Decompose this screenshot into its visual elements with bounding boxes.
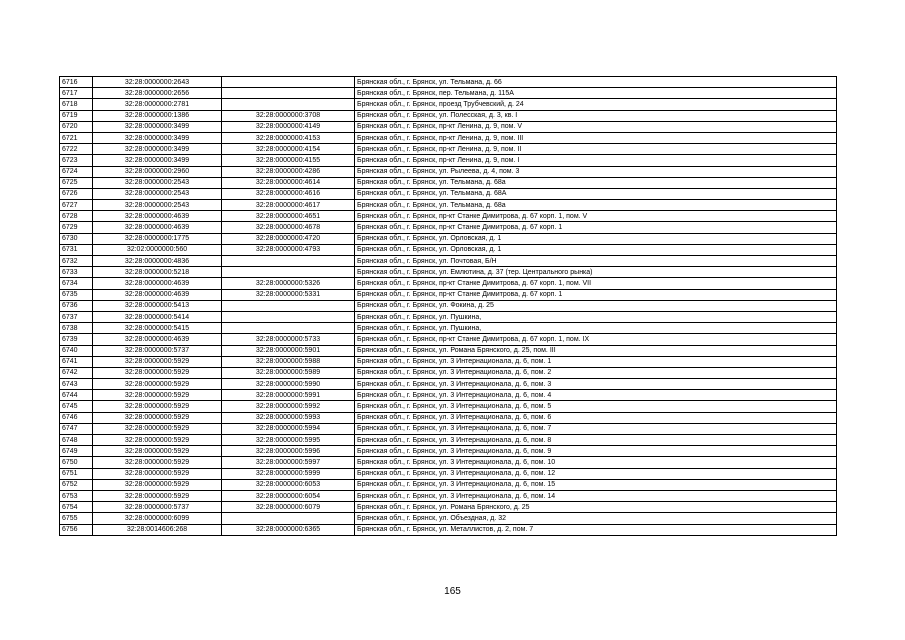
table-row	[60, 334, 837, 345]
row-number-cell: 6743	[60, 379, 93, 390]
row-number-cell: 6721	[60, 132, 93, 143]
premises-cadastral-number-cell: 32:28:0000000:5996	[222, 446, 355, 457]
premises-cadastral-number-cell: 32:28:0000000:5999	[222, 468, 355, 479]
cadastral-number-cell: 32:28:0000000:5737	[93, 345, 222, 356]
table-row	[60, 479, 837, 490]
premises-cadastral-number-cell	[222, 300, 355, 311]
premises-cadastral-number-cell: 32:28:0000000:4286	[222, 166, 355, 177]
address-cell: Брянская обл., г. Брянск, пр-кт Станке Димитрова, д. 67 корп. 1	[355, 289, 837, 300]
cadastral-number-cell: 32:28:0000000:5929	[93, 412, 222, 423]
address-cell: Брянская обл., г. Брянск, пр-кт Станке Димитрова, д. 67 корп. 1	[355, 222, 837, 233]
table-row	[60, 356, 837, 367]
address-cell: Брянская обл., г. Брянск, ул. Тельмана, д. 68а	[355, 200, 837, 211]
premises-cadastral-number-cell: 32:28:0000000:5901	[222, 345, 355, 356]
address-cell: Брянская обл., г. Брянск, ул. 3 Интернационала, д. 6, пом. 8	[355, 435, 837, 446]
row-number-cell: 6736	[60, 300, 93, 311]
premises-cadastral-number-cell: 32:28:0000000:5992	[222, 401, 355, 412]
address-cell: Брянская обл., г. Брянск, ул. Романа Брянского, д. 25, пом. III	[355, 345, 837, 356]
cadastral-number-cell: 32:28:0000000:4639	[93, 334, 222, 345]
cadastral-number-cell: 32:28:0000000:5929	[93, 468, 222, 479]
table-row	[60, 267, 837, 278]
table-row	[60, 390, 837, 401]
cadastral-number-cell: 32:02:0000000:560	[93, 244, 222, 255]
table-row	[60, 88, 837, 99]
address-cell: Брянская обл., г. Брянск, ул. 3 Интернационала, д. 6, пом. 12	[355, 468, 837, 479]
cadastral-number-cell: 32:28:0000000:2781	[93, 99, 222, 110]
premises-cadastral-number-cell	[222, 267, 355, 278]
premises-cadastral-number-cell: 32:28:0000000:4651	[222, 211, 355, 222]
address-cell: Брянская обл., г. Брянск, ул. Тельмана, д. 68а	[355, 177, 837, 188]
address-cell: Брянская обл., г. Брянск, пер. Тельмана, д. 115А	[355, 88, 837, 99]
address-cell: Брянская обл., г. Брянск, ул. Орловская, д. 1	[355, 244, 837, 255]
premises-cadastral-number-cell: 32:28:0000000:4155	[222, 155, 355, 166]
address-cell: Брянская обл., г. Брянск, ул. 3 Интернационала, д. 6, пом. 7	[355, 423, 837, 434]
cadastral-number-cell: 32:28:0000000:3499	[93, 132, 222, 143]
row-number-cell: 6718	[60, 99, 93, 110]
table-row	[60, 256, 837, 267]
address-cell: Брянская обл., г. Брянск, ул. Орловская, д. 1	[355, 233, 837, 244]
cadastral-number-cell: 32:28:0000000:1775	[93, 233, 222, 244]
row-number-cell: 6741	[60, 356, 93, 367]
premises-cadastral-number-cell: 32:28:0000000:4617	[222, 200, 355, 211]
address-cell: Брянская обл., г. Брянск, пр-кт Станке Димитрова, д. 67 корп. 1, пом. IX	[355, 334, 837, 345]
cadastral-number-cell: 32:28:0000000:3499	[93, 121, 222, 132]
table-row	[60, 188, 837, 199]
address-cell: Брянская обл., г. Брянск, ул. Металлистов, д. 2, пом. 7	[355, 524, 837, 535]
row-number-cell: 6745	[60, 401, 93, 412]
table-row	[60, 468, 837, 479]
premises-cadastral-number-cell: 32:28:0000000:6365	[222, 524, 355, 535]
premises-cadastral-number-cell: 32:28:0000000:4153	[222, 132, 355, 143]
premises-cadastral-number-cell: 32:28:0000000:4154	[222, 144, 355, 155]
row-number-cell: 6723	[60, 155, 93, 166]
table-row	[60, 502, 837, 513]
premises-cadastral-number-cell	[222, 256, 355, 267]
table-row	[60, 177, 837, 188]
table-row	[60, 144, 837, 155]
cadastral-number-cell: 32:28:0000000:5929	[93, 479, 222, 490]
address-cell: Брянская обл., г. Брянск, ул. 3 Интернационала, д. 6, пом. 9	[355, 446, 837, 457]
cadastral-number-cell: 32:28:0000000:5218	[93, 267, 222, 278]
row-number-cell: 6720	[60, 121, 93, 132]
premises-cadastral-number-cell: 32:28:0000000:5733	[222, 334, 355, 345]
row-number-cell: 6716	[60, 77, 93, 88]
row-number-cell: 6739	[60, 334, 93, 345]
premises-cadastral-number-cell: 32:28:0000000:4793	[222, 244, 355, 255]
page-number: 165	[444, 586, 461, 597]
address-cell: Брянская обл., г. Брянск, ул. Почтовая, Б/Н	[355, 256, 837, 267]
cadastral-number-cell: 32:28:0000000:5929	[93, 457, 222, 468]
cadastral-number-cell: 32:28:0000000:5929	[93, 423, 222, 434]
row-number-cell: 6735	[60, 289, 93, 300]
row-number-cell: 6730	[60, 233, 93, 244]
row-number-cell: 6737	[60, 311, 93, 322]
row-number-cell: 6729	[60, 222, 93, 233]
address-cell: Брянская обл., г. Брянск, ул. Рылеева, д. 4, пом. 3	[355, 166, 837, 177]
address-cell: Брянская обл., г. Брянск, ул. 3 Интернационала, д. 6, пом. 1	[355, 356, 837, 367]
table-row	[60, 490, 837, 501]
premises-cadastral-number-cell: 32:28:0000000:5989	[222, 367, 355, 378]
row-number-cell: 6750	[60, 457, 93, 468]
row-number-cell: 6756	[60, 524, 93, 535]
premises-cadastral-number-cell: 32:28:0000000:5990	[222, 379, 355, 390]
cadastral-number-cell: 32:28:0000000:5929	[93, 401, 222, 412]
property-registry-table	[59, 76, 837, 536]
row-number-cell: 6733	[60, 267, 93, 278]
cadastral-number-cell: 32:28:0000000:5415	[93, 323, 222, 334]
cadastral-number-cell: 32:28:0000000:5414	[93, 311, 222, 322]
row-number-cell: 6717	[60, 88, 93, 99]
row-number-cell: 6749	[60, 446, 93, 457]
table-row	[60, 412, 837, 423]
premises-cadastral-number-cell: 32:28:0000000:4616	[222, 188, 355, 199]
premises-cadastral-number-cell	[222, 88, 355, 99]
address-cell: Брянская обл., г. Брянск, ул. 3 Интернационала, д. 6, пом. 10	[355, 457, 837, 468]
premises-cadastral-number-cell: 32:28:0000000:5997	[222, 457, 355, 468]
table-row	[60, 345, 837, 356]
address-cell: Брянская обл., г. Брянск, пр-кт Станке Димитрова, д. 67 корп. 1, пом. V	[355, 211, 837, 222]
address-cell: Брянская обл., г. Брянск, проезд Трубчевский, д. 24	[355, 99, 837, 110]
row-number-cell: 6747	[60, 423, 93, 434]
address-cell: Брянская обл., г. Брянск, ул. Объездная, д. 32	[355, 513, 837, 524]
table-row	[60, 311, 837, 322]
premises-cadastral-number-cell	[222, 513, 355, 524]
cadastral-number-cell: 32:28:0000000:5929	[93, 367, 222, 378]
cadastral-number-cell: 32:28:0000000:2543	[93, 188, 222, 199]
row-number-cell: 6752	[60, 479, 93, 490]
table-row	[60, 423, 837, 434]
row-number-cell: 6738	[60, 323, 93, 334]
premises-cadastral-number-cell: 32:28:0000000:6079	[222, 502, 355, 513]
row-number-cell: 6725	[60, 177, 93, 188]
premises-cadastral-number-cell	[222, 323, 355, 334]
row-number-cell: 6722	[60, 144, 93, 155]
address-cell: Брянская обл., г. Брянск, ул. Полесская, д. 3, кв. I	[355, 110, 837, 121]
cadastral-number-cell: 32:28:0000000:4639	[93, 278, 222, 289]
table-row	[60, 300, 837, 311]
table-row	[60, 524, 837, 535]
table-row	[60, 513, 837, 524]
table-row	[60, 289, 837, 300]
row-number-cell: 6724	[60, 166, 93, 177]
table-row	[60, 77, 837, 88]
cadastral-number-cell: 32:28:0000000:5929	[93, 490, 222, 501]
row-number-cell: 6731	[60, 244, 93, 255]
table-row	[60, 379, 837, 390]
premises-cadastral-number-cell: 32:28:0000000:3708	[222, 110, 355, 121]
row-number-cell: 6751	[60, 468, 93, 479]
address-cell: Брянская обл., г. Брянск, ул. 3 Интернационала, д. 6, пом. 14	[355, 490, 837, 501]
table-row	[60, 222, 837, 233]
cadastral-number-cell: 32:28:0000000:2543	[93, 177, 222, 188]
table-row	[60, 457, 837, 468]
premises-cadastral-number-cell: 32:28:0000000:6054	[222, 490, 355, 501]
cadastral-number-cell: 32:28:0000000:4836	[93, 256, 222, 267]
table-row	[60, 200, 837, 211]
premises-cadastral-number-cell: 32:28:0000000:4614	[222, 177, 355, 188]
premises-cadastral-number-cell	[222, 77, 355, 88]
premises-cadastral-number-cell: 32:28:0000000:5326	[222, 278, 355, 289]
cadastral-number-cell: 32:28:0000000:5929	[93, 356, 222, 367]
address-cell: Брянская обл., г. Брянск, ул. Емлютина, д. 37 (тер. Центрального рынка)	[355, 267, 837, 278]
row-number-cell: 6742	[60, 367, 93, 378]
row-number-cell: 6727	[60, 200, 93, 211]
cadastral-number-cell: 32:28:0000000:1386	[93, 110, 222, 121]
table-row	[60, 278, 837, 289]
row-number-cell: 6728	[60, 211, 93, 222]
premises-cadastral-number-cell: 32:28:0000000:4678	[222, 222, 355, 233]
cadastral-number-cell: 32:28:0000000:4639	[93, 211, 222, 222]
table-row	[60, 367, 837, 378]
row-number-cell: 6744	[60, 390, 93, 401]
premises-cadastral-number-cell	[222, 311, 355, 322]
table-row	[60, 233, 837, 244]
address-cell: Брянская обл., г. Брянск, ул. 3 Интернационала, д. 6, пом. 4	[355, 390, 837, 401]
address-cell: Брянская обл., г. Брянск, ул. Романа Брянского, д. 25	[355, 502, 837, 513]
row-number-cell: 6726	[60, 188, 93, 199]
table-row	[60, 435, 837, 446]
cadastral-number-cell: 32:28:0000000:3499	[93, 155, 222, 166]
premises-cadastral-number-cell	[222, 99, 355, 110]
table-row	[60, 401, 837, 412]
cadastral-number-cell: 32:28:0014606:268	[93, 524, 222, 535]
address-cell: Брянская обл., г. Брянск, пр-кт Ленина, д. 9, пом. III	[355, 132, 837, 143]
cadastral-number-cell: 32:28:0000000:2543	[93, 200, 222, 211]
table-row	[60, 244, 837, 255]
cadastral-number-cell: 32:28:0000000:5929	[93, 435, 222, 446]
registry-table-body	[60, 77, 837, 536]
address-cell: Брянская обл., г. Брянск, ул. 3 Интернационала, д. 6, пом. 15	[355, 479, 837, 490]
table-row	[60, 323, 837, 334]
table-row	[60, 446, 837, 457]
address-cell: Брянская обл., г. Брянск, ул. 3 Интернационала, д. 6, пом. 3	[355, 379, 837, 390]
row-number-cell: 6754	[60, 502, 93, 513]
cadastral-number-cell: 32:28:0000000:5737	[93, 502, 222, 513]
table-row	[60, 121, 837, 132]
table-row	[60, 132, 837, 143]
address-cell: Брянская обл., г. Брянск, ул. Тельмана, д. 68А	[355, 188, 837, 199]
cadastral-number-cell: 32:28:0000000:3499	[93, 144, 222, 155]
premises-cadastral-number-cell: 32:28:0000000:5995	[222, 435, 355, 446]
premises-cadastral-number-cell: 32:28:0000000:4149	[222, 121, 355, 132]
cadastral-number-cell: 32:28:0000000:6099	[93, 513, 222, 524]
cadastral-number-cell: 32:28:0000000:2656	[93, 88, 222, 99]
table-row	[60, 211, 837, 222]
table-row	[60, 166, 837, 177]
address-cell: Брянская обл., г. Брянск, пр-кт Ленина, д. 9, пом. I	[355, 155, 837, 166]
row-number-cell: 6719	[60, 110, 93, 121]
premises-cadastral-number-cell: 32:28:0000000:5994	[222, 423, 355, 434]
row-number-cell: 6732	[60, 256, 93, 267]
table-row	[60, 99, 837, 110]
row-number-cell: 6748	[60, 435, 93, 446]
row-number-cell: 6746	[60, 412, 93, 423]
address-cell: Брянская обл., г. Брянск, ул. Пушкина,	[355, 323, 837, 334]
address-cell: Брянская обл., г. Брянск, пр-кт Ленина, д. 9, пом. II	[355, 144, 837, 155]
premises-cadastral-number-cell: 32:28:0000000:5988	[222, 356, 355, 367]
cadastral-number-cell: 32:28:0000000:2643	[93, 77, 222, 88]
premises-cadastral-number-cell: 32:28:0000000:5993	[222, 412, 355, 423]
premises-cadastral-number-cell: 32:28:0000000:4720	[222, 233, 355, 244]
table-row	[60, 155, 837, 166]
cadastral-number-cell: 32:28:0000000:4639	[93, 289, 222, 300]
premises-cadastral-number-cell: 32:28:0000000:5991	[222, 390, 355, 401]
address-cell: Брянская обл., г. Брянск, пр-кт Станке Димитрова, д. 67 корп. 1, пом. VII	[355, 278, 837, 289]
row-number-cell: 6755	[60, 513, 93, 524]
cadastral-number-cell: 32:28:0000000:4639	[93, 222, 222, 233]
row-number-cell: 6753	[60, 490, 93, 501]
cadastral-number-cell: 32:28:0000000:5929	[93, 390, 222, 401]
cadastral-number-cell: 32:28:0000000:2960	[93, 166, 222, 177]
row-number-cell: 6734	[60, 278, 93, 289]
address-cell: Брянская обл., г. Брянск, ул. Пушкина,	[355, 311, 837, 322]
premises-cadastral-number-cell: 32:28:0000000:6053	[222, 479, 355, 490]
table-row	[60, 110, 837, 121]
address-cell: Брянская обл., г. Брянск, пр-кт Ленина, д. 9, пом. V	[355, 121, 837, 132]
cadastral-number-cell: 32:28:0000000:5929	[93, 446, 222, 457]
premises-cadastral-number-cell: 32:28:0000000:5331	[222, 289, 355, 300]
row-number-cell: 6740	[60, 345, 93, 356]
address-cell: Брянская обл., г. Брянск, ул. 3 Интернационала, д. 6, пом. 2	[355, 367, 837, 378]
address-cell: Брянская обл., г. Брянск, ул. Фокина, д. 25	[355, 300, 837, 311]
cadastral-number-cell: 32:28:0000000:5929	[93, 379, 222, 390]
address-cell: Брянская обл., г. Брянск, ул. Тельмана, д. 66	[355, 77, 837, 88]
cadastral-number-cell: 32:28:0000000:5413	[93, 300, 222, 311]
address-cell: Брянская обл., г. Брянск, ул. 3 Интернационала, д. 6, пом. 5	[355, 401, 837, 412]
address-cell: Брянская обл., г. Брянск, ул. 3 Интернационала, д. 6, пом. 6	[355, 412, 837, 423]
